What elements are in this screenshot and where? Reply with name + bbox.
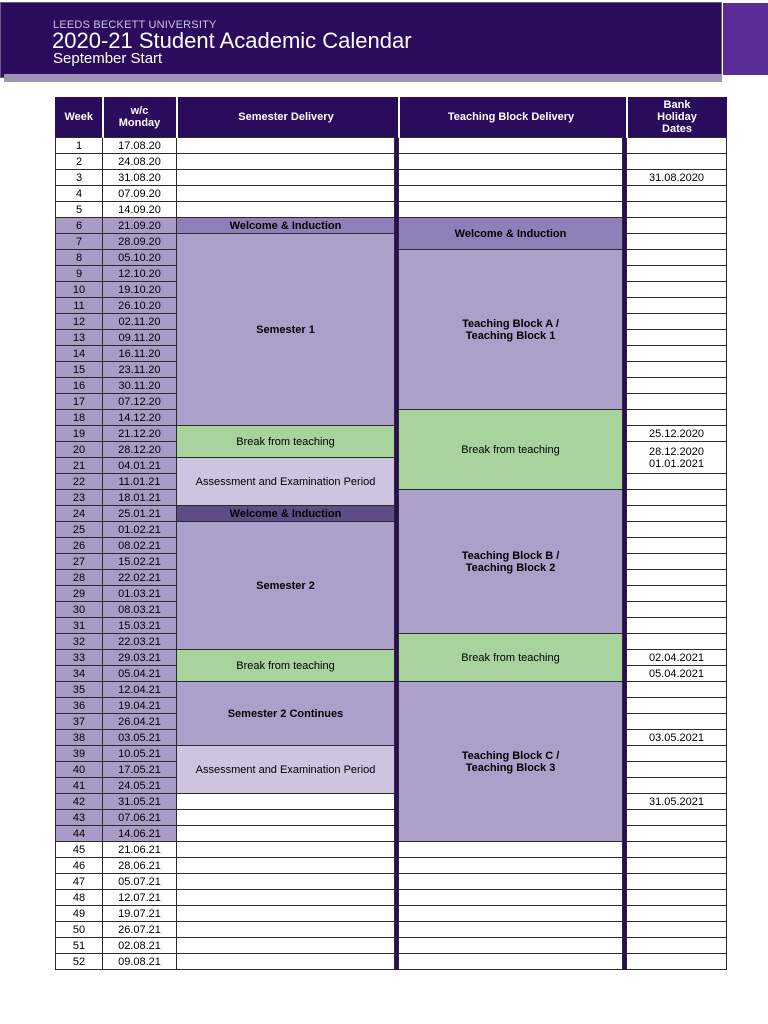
column-divider (395, 762, 399, 778)
semester-empty-cell (177, 826, 395, 842)
week-number: 48 (56, 890, 103, 906)
bank-holiday-cell (627, 474, 727, 490)
bank-holiday-cell (627, 314, 727, 330)
bank-holiday-cell: 25.12.2020 (627, 426, 727, 442)
week-commencing-date: 15.03.21 (103, 618, 177, 634)
bank-holiday-cell (627, 810, 727, 826)
week-number: 49 (56, 906, 103, 922)
bank-holiday-cell: 05.04.2021 (627, 666, 727, 682)
bank-holiday-cell (627, 394, 727, 410)
bank-holiday-cell (627, 506, 727, 522)
semester-empty-cell (177, 138, 395, 154)
teaching-block: Welcome & Induction (399, 218, 623, 250)
bank-holiday-cell (627, 202, 727, 218)
column-divider (395, 378, 399, 394)
week-number: 12 (56, 314, 103, 330)
bank-holiday-cell (627, 842, 727, 858)
table-row (56, 154, 727, 170)
column-divider (395, 506, 399, 522)
bank-holiday-cell (627, 682, 727, 698)
column-divider (395, 282, 399, 298)
table-row (56, 682, 727, 698)
week-commencing-date: 10.05.21 (103, 746, 177, 762)
column-divider (395, 618, 399, 634)
bank-holiday-cell (627, 874, 727, 890)
semester-empty-cell (177, 954, 395, 970)
column-divider (395, 650, 399, 666)
column-divider (395, 794, 399, 810)
column-divider (395, 698, 399, 714)
bank-holiday-cell (627, 298, 727, 314)
column-divider (395, 394, 399, 410)
bank-holiday-cell (627, 362, 727, 378)
week-commencing-date: 21.06.21 (103, 842, 177, 858)
column-divider (395, 570, 399, 586)
table-row (56, 954, 727, 970)
bank-holiday-cell (627, 522, 727, 538)
bank-holiday-cell (627, 906, 727, 922)
bank-holiday-cell (627, 634, 727, 650)
page-title: 2020-21 Student Academic Calendar (52, 28, 412, 53)
bank-holiday-cell (627, 890, 727, 906)
week-number: 6 (56, 218, 103, 234)
column-divider (395, 778, 399, 794)
week-commencing-date: 05.07.21 (103, 874, 177, 890)
week-number: 19 (56, 426, 103, 442)
semester-block: Welcome & Induction (177, 506, 395, 522)
teaching-empty-cell (399, 202, 623, 218)
table-row (56, 826, 727, 842)
week-commencing-date: 19.07.21 (103, 906, 177, 922)
teaching-block: Teaching Block B / Teaching Block 2 (399, 490, 623, 634)
week-number: 30 (56, 602, 103, 618)
column-divider (395, 730, 399, 746)
bank-holiday-cell (627, 826, 727, 842)
table-row (56, 458, 727, 474)
week-commencing-date: 24.08.20 (103, 154, 177, 170)
column-divider (395, 442, 399, 458)
table-row (56, 938, 727, 954)
bank-holiday-cell (627, 762, 727, 778)
bank-holiday-cell (627, 442, 727, 474)
week-commencing-date: 07.12.20 (103, 394, 177, 410)
column-divider (395, 586, 399, 602)
week-number: 27 (56, 554, 103, 570)
week-commencing-date: 02.11.20 (103, 314, 177, 330)
week-number: 25 (56, 522, 103, 538)
bank-holiday-cell (627, 410, 727, 426)
teaching-empty-cell (399, 922, 623, 938)
week-number: 50 (56, 922, 103, 938)
week-commencing-date: 25.01.21 (103, 506, 177, 522)
bank-holiday-cell (627, 250, 727, 266)
week-commencing-date: 24.05.21 (103, 778, 177, 794)
bank-holiday-cell (627, 282, 727, 298)
column-divider (395, 554, 399, 570)
column-divider (395, 538, 399, 554)
week-number: 7 (56, 234, 103, 250)
week-number: 2 (56, 154, 103, 170)
week-number: 34 (56, 666, 103, 682)
week-commencing-date: 01.03.21 (103, 586, 177, 602)
week-number: 17 (56, 394, 103, 410)
column-divider (395, 746, 399, 762)
week-number: 31 (56, 618, 103, 634)
bank-holiday-cell (627, 714, 727, 730)
bank-holiday-cell (627, 538, 727, 554)
week-number: 29 (56, 586, 103, 602)
teaching-empty-cell (399, 858, 623, 874)
week-number: 51 (56, 938, 103, 954)
week-number: 45 (56, 842, 103, 858)
week-commencing-date: 17.05.21 (103, 762, 177, 778)
col-bank-holiday-dates (627, 97, 727, 138)
bank-holiday-cell (627, 554, 727, 570)
week-number: 13 (56, 330, 103, 346)
week-commencing-date: 18.01.21 (103, 490, 177, 506)
week-number: 23 (56, 490, 103, 506)
week-commencing-date: 09.08.21 (103, 954, 177, 970)
week-commencing-date: 28.12.20 (103, 442, 177, 458)
week-commencing-date: 26.07.21 (103, 922, 177, 938)
bank-holiday-cell (627, 346, 727, 362)
bank-holiday-cell (627, 602, 727, 618)
column-divider (395, 522, 399, 538)
week-commencing-date: 16.11.20 (103, 346, 177, 362)
semester-block: Break from teaching (177, 426, 395, 458)
table-row (56, 522, 727, 538)
semester-empty-cell (177, 890, 395, 906)
table-row (56, 906, 727, 922)
column-divider (395, 666, 399, 682)
column-divider (395, 314, 399, 330)
week-commencing-date: 04.01.21 (103, 458, 177, 474)
week-commencing-date: 22.02.21 (103, 570, 177, 586)
col-bank-line3: Dates (662, 123, 692, 135)
table-row (56, 138, 727, 154)
col-wc-monday (103, 97, 177, 138)
teaching-empty-cell (399, 138, 623, 154)
week-number: 9 (56, 266, 103, 282)
banner-accent (723, 3, 768, 75)
semester-block: Semester 2 (177, 522, 395, 650)
table-row (56, 794, 727, 810)
week-commencing-date: 14.12.20 (103, 410, 177, 426)
column-divider (395, 298, 399, 314)
week-number: 42 (56, 794, 103, 810)
week-commencing-date: 30.11.20 (103, 378, 177, 394)
week-number: 20 (56, 442, 103, 458)
week-commencing-date: 19.10.20 (103, 282, 177, 298)
week-number: 43 (56, 810, 103, 826)
week-commencing-date: 14.09.20 (103, 202, 177, 218)
bank-holiday-cell (627, 138, 727, 154)
week-commencing-date: 26.04.21 (103, 714, 177, 730)
column-divider (395, 714, 399, 730)
bank-holiday-cell: 02.04.2021 (627, 650, 727, 666)
bank-holiday-cell: 31.05.2021 (627, 794, 727, 810)
column-divider (395, 362, 399, 378)
table-row (56, 218, 727, 234)
week-number: 52 (56, 954, 103, 970)
bank-holiday-cell (627, 586, 727, 602)
bank-holiday-cell (627, 154, 727, 170)
university-name: LEEDS BECKETT UNIVERSITY (53, 19, 217, 31)
week-commencing-date: 22.03.21 (103, 634, 177, 650)
semester-empty-cell (177, 874, 395, 890)
column-divider (395, 458, 399, 474)
semester-empty-cell (177, 202, 395, 218)
teaching-empty-cell (399, 874, 623, 890)
week-commencing-date: 05.10.20 (103, 250, 177, 266)
calendar-body (56, 138, 727, 970)
col-wc-line2: Monday (118, 117, 161, 129)
header-row (56, 97, 727, 138)
week-commencing-date: 12.07.21 (103, 890, 177, 906)
bank-holiday-cell (627, 858, 727, 874)
bank-holiday-date: 01.01.2021 (648, 457, 705, 470)
table-row (56, 890, 727, 906)
week-commencing-date: 12.10.20 (103, 266, 177, 282)
week-number: 11 (56, 298, 103, 314)
week-commencing-date: 07.06.21 (103, 810, 177, 826)
teaching-empty-cell (399, 890, 623, 906)
bank-holiday-cell: 31.08.2020 (627, 170, 727, 186)
page-subtitle: September Start (53, 50, 163, 67)
teaching-block: Teaching Block A / Teaching Block 1 (399, 250, 623, 410)
semester-block: Semester 2 Continues (177, 682, 395, 746)
week-number: 14 (56, 346, 103, 362)
week-number: 10 (56, 282, 103, 298)
week-commencing-date: 28.09.20 (103, 234, 177, 250)
week-commencing-date: 31.08.20 (103, 170, 177, 186)
table-row (56, 426, 727, 442)
semester-empty-cell (177, 186, 395, 202)
semester-empty-cell (177, 858, 395, 874)
semester-empty-cell (177, 842, 395, 858)
header-banner (0, 2, 722, 78)
week-number: 41 (56, 778, 103, 794)
teaching-block: Break from teaching (399, 634, 623, 682)
teaching-empty-cell (399, 938, 623, 954)
week-commencing-date: 15.02.21 (103, 554, 177, 570)
week-number: 35 (56, 682, 103, 698)
bank-holiday-cell (627, 954, 727, 970)
table-row (56, 858, 727, 874)
col-wc-line1: w/c (130, 105, 149, 117)
week-number: 3 (56, 170, 103, 186)
bank-holiday-cell (627, 746, 727, 762)
week-number: 44 (56, 826, 103, 842)
table-row (56, 186, 727, 202)
semester-block: Assessment and Examination Period (177, 458, 395, 506)
table-row (56, 874, 727, 890)
week-number: 5 (56, 202, 103, 218)
teaching-empty-cell (399, 842, 623, 858)
semester-empty-cell (177, 170, 395, 186)
bank-holiday-cell (627, 618, 727, 634)
week-number: 22 (56, 474, 103, 490)
column-divider (395, 346, 399, 362)
week-number: 33 (56, 650, 103, 666)
semester-block: Break from teaching (177, 650, 395, 682)
week-commencing-date: 07.09.20 (103, 186, 177, 202)
week-number: 39 (56, 746, 103, 762)
semester-empty-cell (177, 922, 395, 938)
week-number: 40 (56, 762, 103, 778)
week-commencing-date: 08.03.21 (103, 602, 177, 618)
table-row (56, 170, 727, 186)
teaching-empty-cell (399, 954, 623, 970)
column-divider (395, 602, 399, 618)
week-number: 18 (56, 410, 103, 426)
column-divider (395, 826, 399, 842)
column-divider (395, 426, 399, 442)
week-commencing-date: 14.06.21 (103, 826, 177, 842)
table-row (56, 234, 727, 250)
banner-shadow (4, 74, 722, 82)
table-row (56, 922, 727, 938)
bank-holiday-cell (627, 266, 727, 282)
table-row (56, 810, 727, 826)
week-number: 16 (56, 378, 103, 394)
semester-block: Welcome & Induction (177, 218, 395, 234)
teaching-empty-cell (399, 170, 623, 186)
teaching-empty-cell (399, 906, 623, 922)
week-number: 46 (56, 858, 103, 874)
semester-empty-cell (177, 794, 395, 810)
academic-calendar-table (55, 97, 727, 970)
week-commencing-date: 26.10.20 (103, 298, 177, 314)
column-divider (395, 474, 399, 490)
table-row (56, 650, 727, 666)
col-teaching-block-delivery: Teaching Block Delivery (399, 97, 623, 138)
week-commencing-date: 23.11.20 (103, 362, 177, 378)
week-commencing-date: 19.04.21 (103, 698, 177, 714)
bank-holiday-cell: 03.05.2021 (627, 730, 727, 746)
week-number: 4 (56, 186, 103, 202)
bank-holiday-cell (627, 698, 727, 714)
column-divider (623, 458, 627, 474)
teaching-empty-cell (399, 186, 623, 202)
semester-empty-cell (177, 938, 395, 954)
table-row (56, 842, 727, 858)
week-commencing-date: 05.04.21 (103, 666, 177, 682)
column-divider (395, 810, 399, 826)
week-commencing-date: 08.02.21 (103, 538, 177, 554)
bank-holiday-cell (627, 778, 727, 794)
col-bank-line2: Holiday (657, 111, 697, 123)
column-divider (395, 330, 399, 346)
week-number: 38 (56, 730, 103, 746)
week-number: 37 (56, 714, 103, 730)
week-commencing-date: 17.08.20 (103, 138, 177, 154)
table-row (56, 202, 727, 218)
week-commencing-date: 28.06.21 (103, 858, 177, 874)
week-commencing-date: 03.05.21 (103, 730, 177, 746)
bank-holiday-cell (627, 234, 727, 250)
bank-holiday-cell (627, 570, 727, 586)
semester-block: Semester 1 (177, 234, 395, 426)
bank-holiday-cell (627, 490, 727, 506)
week-number: 1 (56, 138, 103, 154)
bank-holiday-cell (627, 330, 727, 346)
week-number: 24 (56, 506, 103, 522)
table-row (56, 506, 727, 522)
bank-holiday-cell (627, 186, 727, 202)
bank-holiday-cell (627, 938, 727, 954)
week-commencing-date: 11.01.21 (103, 474, 177, 490)
col-bank-line1: Bank (663, 99, 691, 111)
week-number: 28 (56, 570, 103, 586)
bank-holiday-cell (627, 218, 727, 234)
semester-empty-cell (177, 906, 395, 922)
week-commencing-date: 31.05.21 (103, 794, 177, 810)
week-number: 32 (56, 634, 103, 650)
teaching-block: Break from teaching (399, 410, 623, 490)
week-commencing-date: 21.12.20 (103, 426, 177, 442)
teaching-block: Teaching Block C / Teaching Block 3 (399, 682, 623, 842)
week-number: 26 (56, 538, 103, 554)
week-commencing-date: 01.02.21 (103, 522, 177, 538)
bank-holiday-cell (627, 378, 727, 394)
column-divider (395, 234, 399, 250)
week-number: 8 (56, 250, 103, 266)
week-number: 15 (56, 362, 103, 378)
bank-holiday-date: 28.12.2020 (648, 445, 705, 458)
semester-block: Assessment and Examination Period (177, 746, 395, 794)
week-commencing-date: 21.09.20 (103, 218, 177, 234)
week-commencing-date: 12.04.21 (103, 682, 177, 698)
col-week: Week (56, 97, 103, 138)
week-commencing-date: 02.08.21 (103, 938, 177, 954)
table-row (56, 746, 727, 762)
week-number: 47 (56, 874, 103, 890)
semester-empty-cell (177, 154, 395, 170)
week-number: 21 (56, 458, 103, 474)
week-number: 36 (56, 698, 103, 714)
week-commencing-date: 09.11.20 (103, 330, 177, 346)
teaching-empty-cell (399, 154, 623, 170)
week-commencing-date: 29.03.21 (103, 650, 177, 666)
bank-holiday-cell (627, 922, 727, 938)
column-divider (395, 266, 399, 282)
col-semester-delivery: Semester Delivery (177, 97, 395, 138)
semester-empty-cell (177, 810, 395, 826)
